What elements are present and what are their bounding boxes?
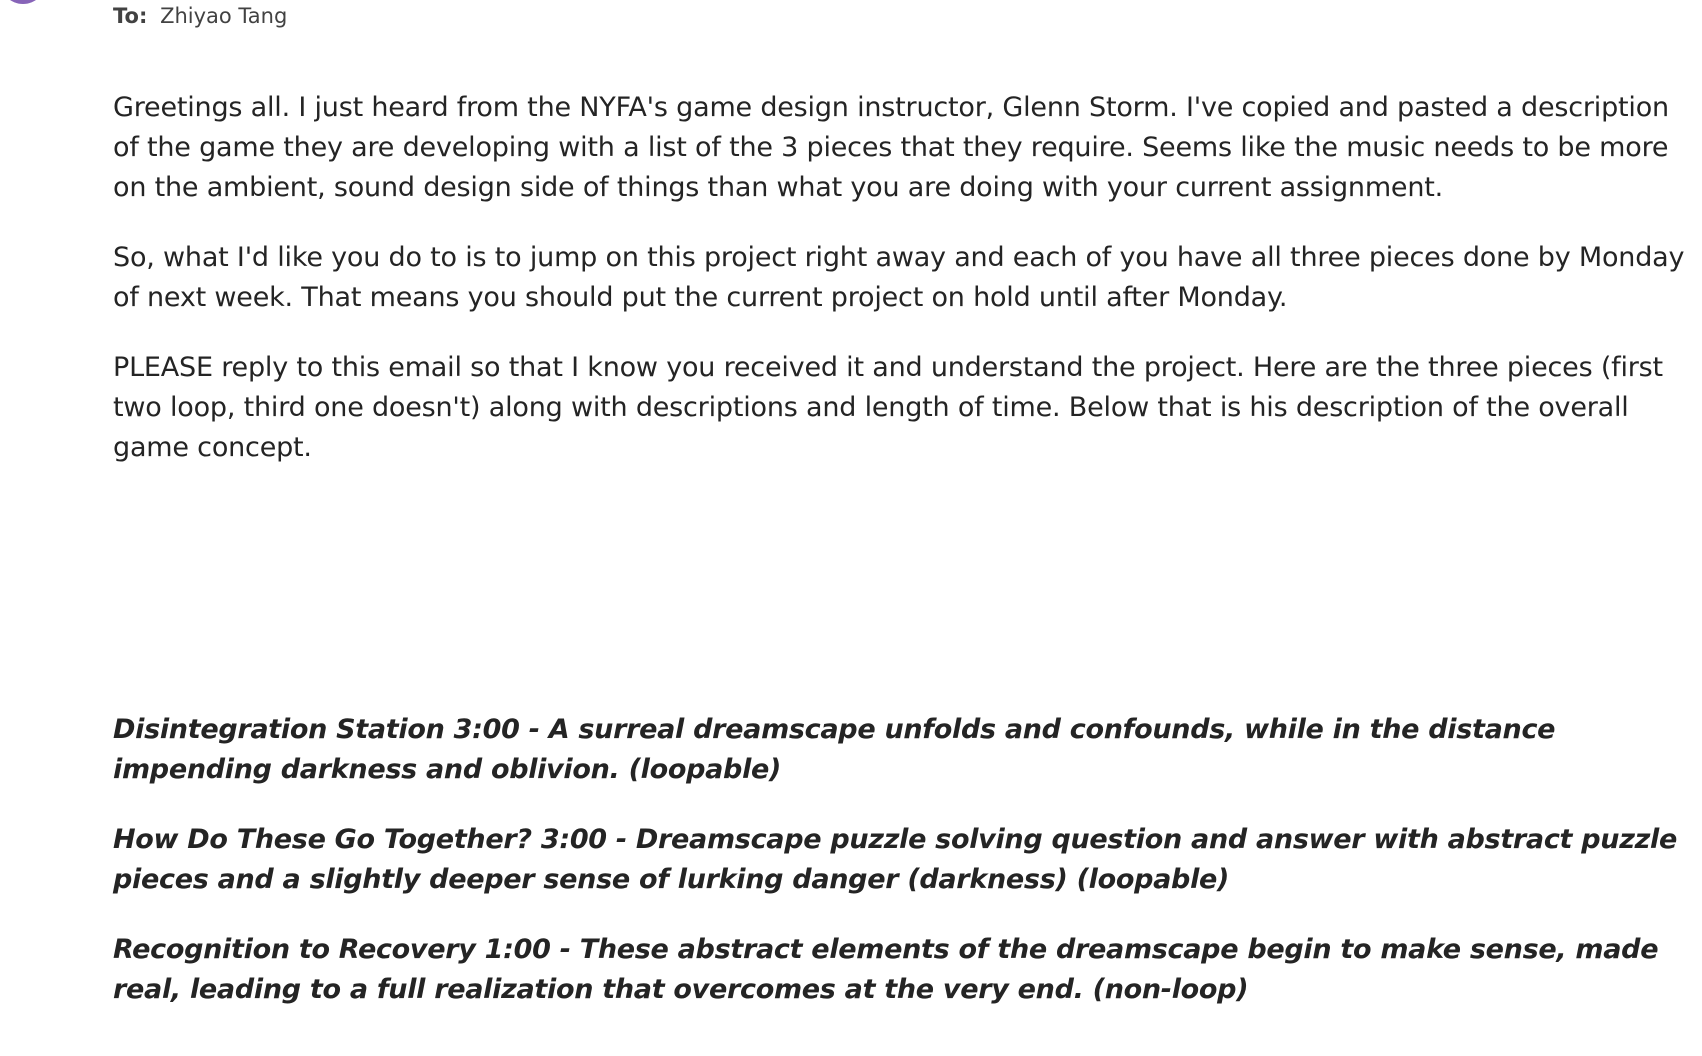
pieces-list: [113, 710, 1698, 1040]
message-paragraph: So, what I'd like you do to is to jump on this project right away and each of you have all three pieces done by Monday of next week. That means you should put the current project on hold until after Monday.: [113, 242, 1685, 313]
piece-description: Recognition to Recovery 1:00 - These abstract elements of the dreamscape begin to make sense, made real, leading to a full realization that overcomes at the very end. (non-loop): [113, 934, 1659, 1005]
avatar[interactable]: [0, 0, 46, 4]
piece-description: How Do These Go Together? 3:00 - Dreamscape puzzle solving question and answer with abstract puzzle pieces and a slightly deeper sense of lurking danger (darkness) (loopable): [113, 824, 1678, 895]
piece-description: Disintegration Station 3:00 - A surreal dreamscape unfolds and confounds, while in the distance impending darkness and oblivion. (loopable): [113, 714, 1556, 785]
message-body: [113, 88, 1698, 498]
message-paragraph: Greetings all. I just heard from the NYFA's game design instructor, Glenn Storm. I've copied and pasted a description of the game they are developing with a list of the 3 pieces that they require. Seems like the music needs to be more on the ambient, sound design side of things than what you are doing with your current assignment.: [113, 92, 1669, 203]
recipient-line: [113, 4, 287, 28]
message-paragraph: PLEASE reply to this email so that I know you received it and understand the project. Here are the three pieces (first two loop, third one doesn't) along with descriptions and length of time. Below that is his description of the overall game concept.: [113, 352, 1663, 463]
to-label: To:: [113, 4, 148, 28]
recipient-name[interactable]: Zhiyao Tang: [160, 4, 288, 28]
